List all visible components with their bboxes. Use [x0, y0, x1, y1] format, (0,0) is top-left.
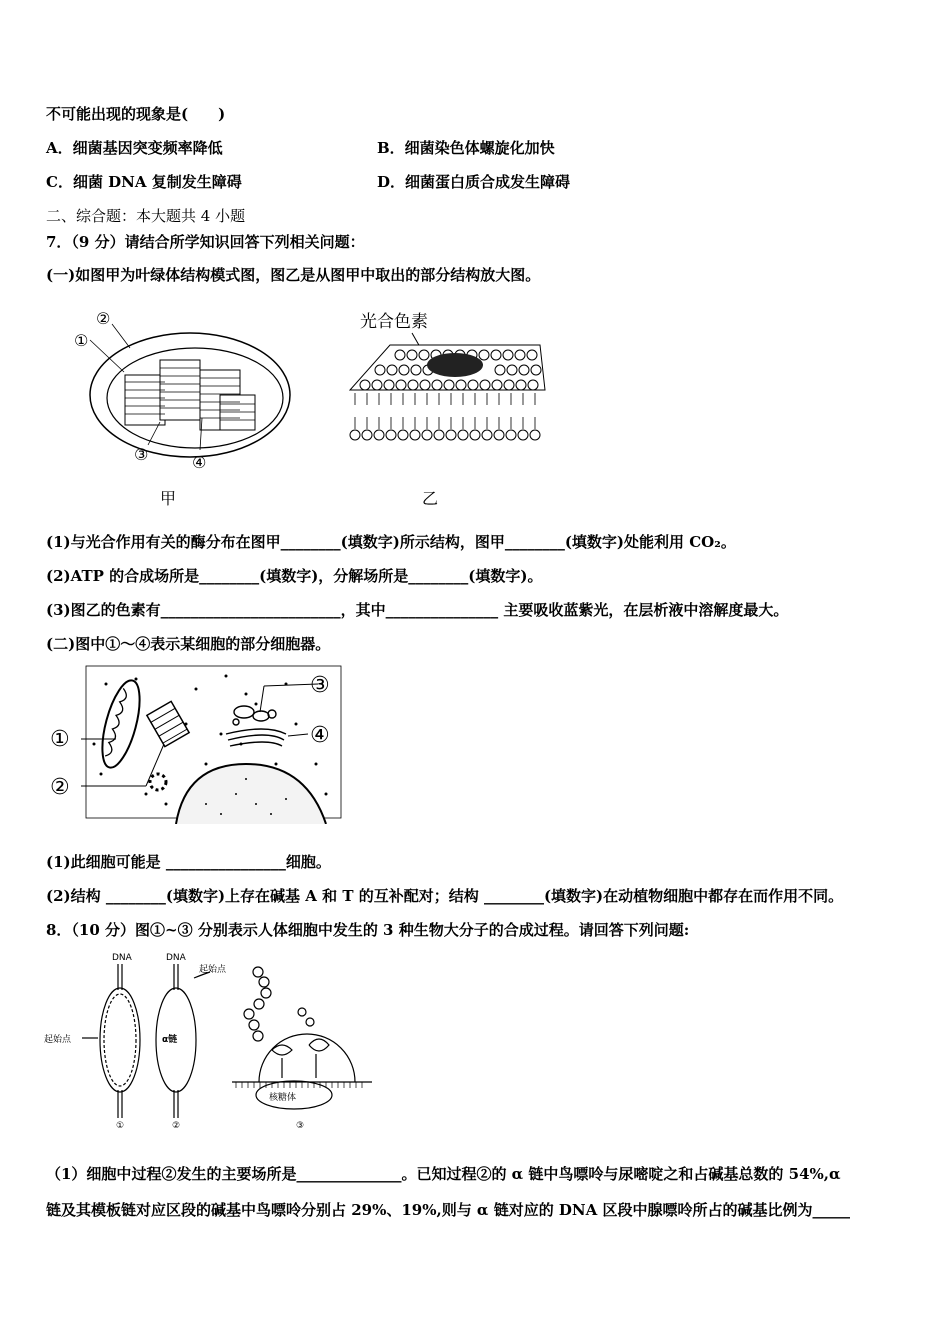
q7-part2-sub1: (1)此细胞可能是 ________________细胞。 — [46, 853, 331, 871]
process-num-1: ① — [116, 1121, 125, 1131]
q7-sub1: (1)与光合作用有关的酶分布在图甲________(填数字)所示结构，图甲________(填数字)处能利用 CO₂。 — [46, 533, 736, 551]
origin-label-1: 起始点 — [44, 1035, 72, 1045]
process-num-3: ③ — [296, 1121, 305, 1131]
figure-jia-caption: 甲 — [160, 489, 177, 508]
dna-label-2: DNA — [166, 953, 186, 963]
synthesis-processes-diagram — [44, 950, 384, 1135]
ribosome-label: 核糖体 — [269, 1093, 297, 1103]
chloro-label-2: ② — [96, 309, 111, 328]
q7-sub3: (3)图乙的色素有________________________，其中_______________ 主要吸收蓝紫光，在层析液中溶解度最大。 — [46, 601, 789, 619]
option-a: A．细菌基因突变频率降低 — [46, 139, 223, 157]
figure-yi-caption: 乙 — [422, 489, 439, 508]
cell-label-1: ① — [50, 727, 70, 752]
process-num-2: ② — [172, 1121, 181, 1131]
q8-sub1-line2: 链及其模板链对应区段的碱基中鸟嘌呤分别占 29%、19%,则与 α 链对应的 DNA 区段中腺嘌呤所占的碱基比例为_____ — [46, 1201, 850, 1219]
chloro-label-3: ③ — [134, 445, 149, 464]
chloro-label-1: ① — [74, 331, 89, 350]
option-c: C．细菌 DNA 复制发生障碍 — [46, 173, 242, 191]
q7-part1-intro: (一)如图甲为叶绿体结构模式图，图乙是从图甲中取出的部分结构放大图。 — [46, 266, 541, 284]
q7-part2-sub2: (2)结构 ________(填数字)上存在碱基 A 和 T 的互补配对；结构 ________(填数字)在动植物细胞中都存在而作用不同。 — [46, 887, 844, 905]
pigment-label: 光合色素 — [360, 312, 428, 332]
q7-part2-intro: (二)图中①～④表示某细胞的部分细胞器。 — [46, 635, 331, 653]
cell-organelles-diagram — [46, 664, 346, 824]
alpha-chain-label: α链 — [162, 1035, 178, 1045]
q7-sub2: (2)ATP 的合成场所是________(填数字)，分解场所是________(填数字)。 — [46, 567, 543, 585]
cell-label-2: ② — [50, 775, 70, 800]
thylakoid-membrane-diagram — [340, 305, 560, 455]
option-d: D．细菌蛋白质合成发生障碍 — [377, 173, 571, 191]
question-8-title: 8．（10 分）图①~③ 分别表示人体细胞中发生的 3 种生物大分子的合成过程。请回答下列问题: — [46, 921, 690, 939]
cell-label-4: ④ — [310, 723, 330, 748]
origin-label-2: 起始点 — [199, 965, 227, 975]
chloro-label-4: ④ — [192, 453, 207, 472]
section-heading: 二、综合题：本大题共 4 小题 — [46, 207, 246, 225]
chloroplast-diagram — [60, 300, 320, 480]
dna-label-1: DNA — [112, 953, 132, 963]
cell-label-3: ③ — [310, 673, 330, 698]
question-stem-tail: 不可能出现的现象是( ) — [46, 105, 226, 123]
question-7-title: 7．（9 分）请结合所学知识回答下列相关问题： — [46, 233, 365, 251]
q8-sub1-line1: （1）细胞中过程②发生的主要场所是______________。已知过程②的 α 链中鸟嘌呤与尿嘧啶之和占碱基总数的 54%,α — [46, 1165, 841, 1183]
option-b: B．细菌染色体螺旋化加快 — [377, 139, 555, 157]
